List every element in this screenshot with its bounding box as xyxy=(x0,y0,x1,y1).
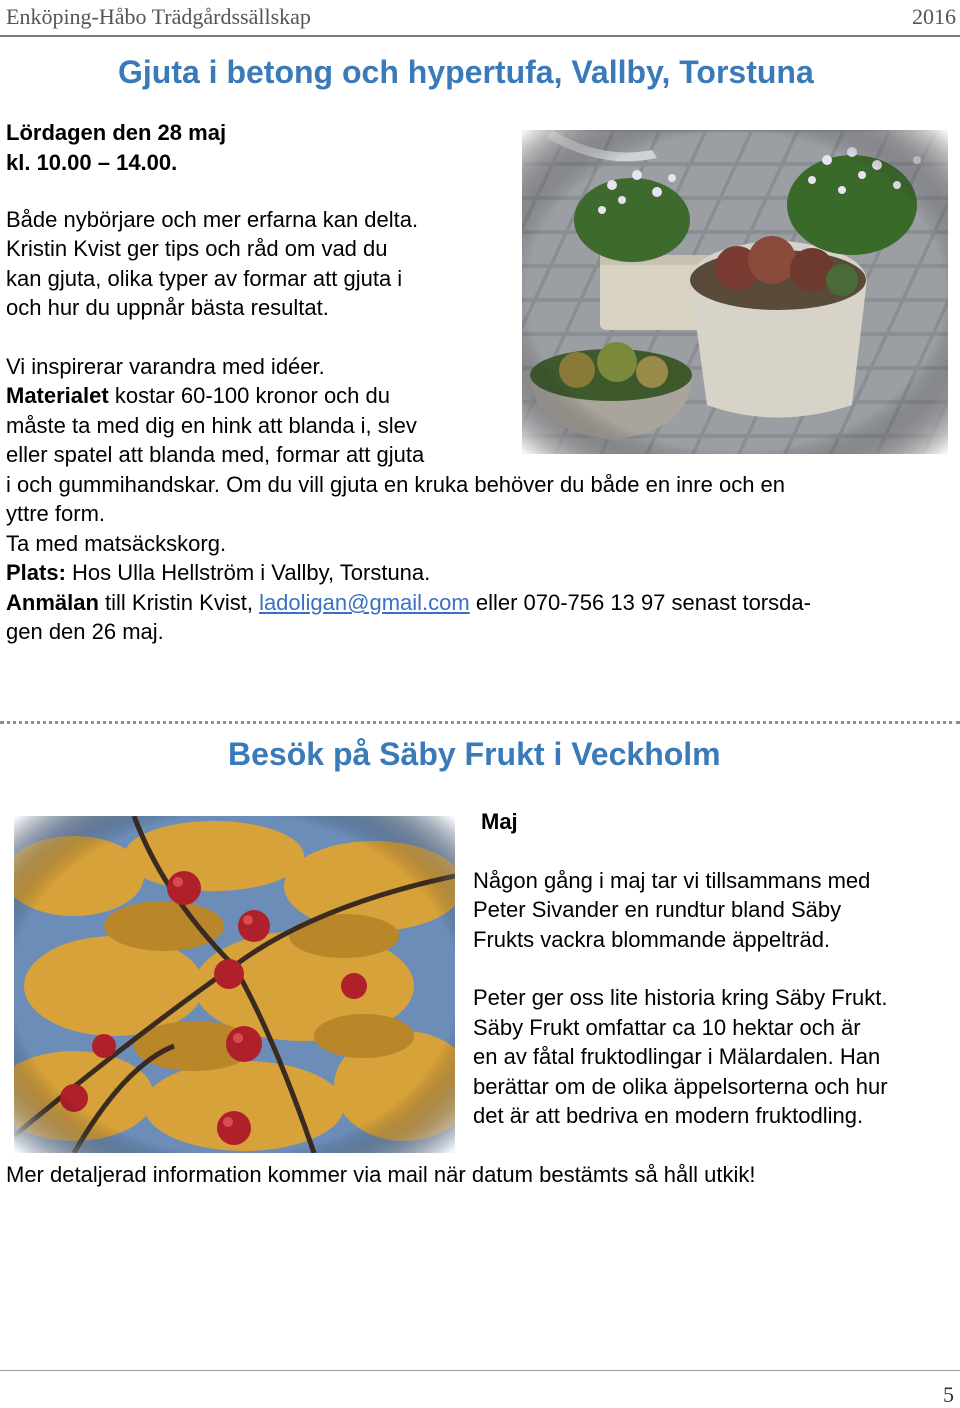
event1-place xyxy=(6,558,430,588)
header-divider xyxy=(0,35,960,37)
footer-divider xyxy=(0,1370,960,1371)
material-label: Materialet xyxy=(6,383,109,408)
event2-para2-line: det är att bedriva en modern fruktodling. xyxy=(473,1103,864,1128)
hypertufa-pots-photo xyxy=(522,130,948,454)
event1-inspire: Vi inspirerar varandra med idéer. xyxy=(6,354,325,379)
place-label: Plats: xyxy=(6,560,66,585)
event1-intro-line: och hur du uppnår bästa resultat. xyxy=(6,295,329,320)
event1-material-line: måste ta med dig en hink att blanda i, slev xyxy=(6,413,417,438)
event1-intro-line: Kristin Kvist ger tips och råd om vad du xyxy=(6,236,388,261)
event2-month: Maj xyxy=(481,809,518,834)
event1-material-line: eller spatel att blanda med, formar att gjuta xyxy=(6,442,425,467)
event1-intro-line: Både nybörjare och mer erfarna kan delta. xyxy=(6,207,419,232)
page-number: 5 xyxy=(943,1382,954,1407)
place-text: Hos Ulla Hellström i Vallby, Torstuna. xyxy=(65,560,431,585)
event2-para1-line: Peter Sivander en rundtur bland Säby xyxy=(473,897,842,922)
email-link[interactable]: ladoligan@gmail.com xyxy=(259,590,470,615)
event1-intro-line: kan gjuta, olika typer av formar att gjuta i xyxy=(6,266,403,291)
society-name: Enköping-Håbo Trädgårdssällskap xyxy=(6,4,311,29)
signup-tail: eller 070-756 13 97 senast torsda- xyxy=(469,590,811,615)
event1-material-line: yttre form. xyxy=(6,501,106,526)
event2-para2-line: berättar om de olika äppelsorterna och hur xyxy=(473,1074,888,1099)
event2-more-info: Mer detaljerad information kommer via mail när datum bestämts så håll utkik! xyxy=(6,1162,756,1187)
material-text: kostar 60-100 kronor och du xyxy=(108,383,390,408)
apple-tree-photo xyxy=(14,816,455,1153)
event1-material-line xyxy=(6,381,390,411)
year: 2016 xyxy=(912,4,956,29)
signup-text: till Kristin Kvist, xyxy=(98,590,260,615)
section-divider xyxy=(0,721,960,724)
event1-signup xyxy=(6,588,811,618)
event1-title: Gjuta i betong och hypertufa, Vallby, Torstuna xyxy=(118,54,814,90)
event2-title: Besök på Säby Frukt i Veckholm xyxy=(228,736,721,772)
event1-date-line1: Lördagen den 28 maj xyxy=(6,120,227,145)
event2-para2-line: en av fåtal fruktodlingar i Mälardalen. Han xyxy=(473,1044,881,1069)
event1-signup-tail2: gen den 26 maj. xyxy=(6,619,164,644)
event2-para2-line: Säby Frukt omfattar ca 10 hektar och är xyxy=(473,1015,861,1040)
event2-para2-line: Peter ger oss lite historia kring Säby Frukt. xyxy=(473,985,888,1010)
event1-material-line: Ta med matsäckskorg. xyxy=(6,531,227,556)
signup-label: Anmälan xyxy=(6,590,99,615)
event1-material-line: i och gummihandskar. Om du vill gjuta en kruka behöver du både en inre och en xyxy=(6,472,786,497)
event2-para1-line: Någon gång i maj tar vi tillsammans med xyxy=(473,868,871,893)
event1-date-line2: kl. 10.00 – 14.00. xyxy=(6,150,178,175)
event2-para1-line: Frukts vackra blommande äppelträd. xyxy=(473,927,831,952)
